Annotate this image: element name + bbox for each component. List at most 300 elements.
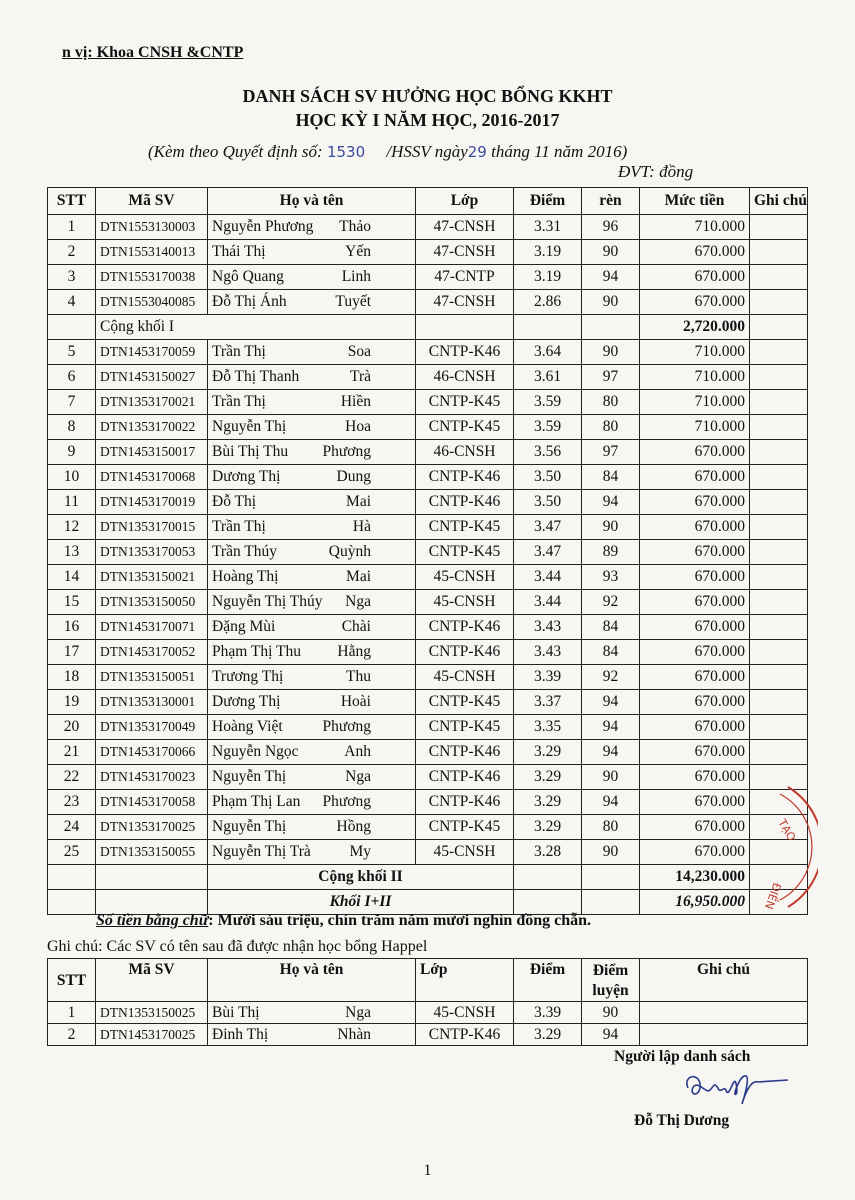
family-name: Hồng	[336, 818, 371, 835]
family-name: Trà	[350, 368, 371, 385]
name-cell	[208, 440, 416, 465]
class-cell: CNTP-K46	[416, 615, 514, 640]
student-id-cell: DTN1453170059	[96, 340, 208, 365]
name-cell	[208, 540, 416, 565]
family-name: Phương	[322, 443, 371, 460]
note-cell	[750, 565, 808, 590]
given-name: Bùi Thị Thu	[212, 443, 289, 460]
amount-in-words	[96, 912, 591, 930]
name-cell	[208, 740, 416, 765]
family-name: Mai	[346, 568, 371, 585]
table-row	[48, 440, 808, 465]
class-cell: CNTP-K46	[416, 490, 514, 515]
class-cell: 47-CNSH	[416, 240, 514, 265]
family-name: Quỳnh	[328, 543, 371, 560]
subtotal-amount: 2,720.000	[640, 315, 750, 340]
table-row	[48, 640, 808, 665]
score-cell: 3.29	[514, 740, 582, 765]
stt-cell: 13	[48, 540, 96, 565]
stt-cell: 15	[48, 590, 96, 615]
score-cell: 3.29	[514, 790, 582, 815]
name-cell	[208, 615, 416, 640]
student-id-cell: DTN1453170066	[96, 740, 208, 765]
class-cell: 46-CNSH	[416, 365, 514, 390]
given-name: Nguyễn Thị	[212, 818, 287, 835]
amount-cell: 670.000	[640, 590, 750, 615]
amount-cell: 670.000	[640, 665, 750, 690]
amount-cell: 670.000	[640, 840, 750, 865]
family-name: Anh	[344, 743, 371, 760]
handwritten-decision-number: 1530	[326, 143, 366, 161]
name-cell	[208, 665, 416, 690]
note-cell	[640, 1024, 808, 1046]
class-cell: 45-CNSH	[416, 565, 514, 590]
score-cell: 3.37	[514, 690, 582, 715]
family-name: Soa	[347, 343, 371, 360]
col-score: Điểm	[514, 188, 582, 215]
note-cell	[750, 440, 808, 465]
score-cell: 3.44	[514, 590, 582, 615]
amount-cell: 670.000	[640, 540, 750, 565]
family-name: My	[349, 843, 371, 860]
grand-total-row	[48, 890, 808, 915]
family-name: Nhàn	[337, 1025, 371, 1043]
amount-cell: 710.000	[640, 365, 750, 390]
name-cell	[208, 590, 416, 615]
family-name: Tuyết	[335, 293, 371, 310]
subtotal-label: Cộng khối I	[96, 315, 416, 340]
table-row	[48, 340, 808, 365]
given-name: Hoàng Thị	[212, 568, 279, 585]
conduct-cell: 94	[582, 715, 640, 740]
grand-total-amount: 16,950.000	[640, 890, 750, 915]
family-name: Hoa	[345, 418, 371, 435]
student-id-cell: DTN1553130003	[96, 215, 208, 240]
subtotal-row-group2	[48, 865, 808, 890]
class-cell: CNTP-K46	[416, 465, 514, 490]
given-name: Nguyễn Thị Trà	[212, 843, 311, 860]
score-cell: 3.43	[514, 640, 582, 665]
given-name: Trương Thị	[212, 668, 284, 685]
note-cell	[750, 590, 808, 615]
score-cell: 3.39	[514, 1002, 582, 1024]
family-name: Hiền	[340, 393, 371, 410]
given-name: Đinh Thị	[212, 1025, 269, 1043]
amount-cell: 670.000	[640, 690, 750, 715]
class-cell: CNTP-K46	[416, 765, 514, 790]
given-name: Đỗ Thị Thanh	[212, 368, 300, 385]
given-name: Dương Thị	[212, 468, 281, 485]
name-cell	[208, 690, 416, 715]
amount-cell: 670.000	[640, 290, 750, 315]
student-id-cell: DTN1353150021	[96, 565, 208, 590]
family-name: Yến	[345, 243, 371, 260]
conduct-cell: 89	[582, 540, 640, 565]
given-name: Nguyễn Thị Thúy	[212, 593, 323, 610]
conduct-cell: 90	[582, 240, 640, 265]
class-cell: CNTP-K45	[416, 715, 514, 740]
class-cell: CNTP-K46	[416, 1024, 514, 1046]
table-row	[48, 740, 808, 765]
stt-cell: 2	[48, 1024, 96, 1046]
class-cell: CNTP-K46	[416, 340, 514, 365]
name-cell	[208, 1002, 416, 1024]
amount-cell: 670.000	[640, 490, 750, 515]
svg-text:ĐIỀN: ĐIỀN	[761, 880, 784, 911]
subtotal-row-group1	[48, 315, 808, 340]
student-id-cell: DTN1353150025	[96, 1002, 208, 1024]
given-name: Nguyễn Thị	[212, 418, 287, 435]
name-cell	[208, 290, 416, 315]
given-name: Đỗ Thị Ánh	[212, 293, 287, 310]
note-cell	[750, 615, 808, 640]
class-cell: 47-CNTP	[416, 265, 514, 290]
table-row	[48, 665, 808, 690]
conduct-cell: 80	[582, 815, 640, 840]
family-name: Thu	[346, 668, 371, 685]
table-row	[48, 790, 808, 815]
amount-cell: 670.000	[640, 740, 750, 765]
class-cell: 45-CNSH	[416, 1002, 514, 1024]
conduct-cell: 90	[582, 1002, 640, 1024]
col-note: Ghi chú	[640, 959, 808, 1002]
stt-cell: 10	[48, 465, 96, 490]
class-cell: CNTP-K45	[416, 540, 514, 565]
class-cell: CNTP-K46	[416, 740, 514, 765]
handwritten-day: 29	[467, 143, 487, 161]
document-title: DANH SÁCH SV HƯỞNG HỌC BỔNG KKHT	[242, 86, 613, 106]
note-cell	[750, 265, 808, 290]
col-class: Lớp	[416, 188, 514, 215]
table-row	[48, 715, 808, 740]
name-cell	[208, 815, 416, 840]
name-cell	[208, 515, 416, 540]
student-id-cell: DTN1353170022	[96, 415, 208, 440]
given-name: Ngô Quang	[212, 268, 284, 285]
ref-prefix: (Kèm theo Quyết định số:	[148, 142, 323, 161]
stt-cell: 1	[48, 1002, 96, 1024]
name-cell	[208, 240, 416, 265]
table-row	[48, 815, 808, 840]
family-name: Hằng	[337, 643, 371, 660]
class-cell: CNTP-K45	[416, 415, 514, 440]
happel-header-row	[48, 959, 808, 1002]
stt-cell: 20	[48, 715, 96, 740]
given-name: Thái Thị	[212, 243, 266, 260]
family-name: Nga	[345, 768, 371, 785]
col-conduct: Điểm luyện	[582, 959, 640, 1002]
conduct-cell: 80	[582, 390, 640, 415]
decision-reference	[148, 142, 627, 162]
given-name: Phạm Thị Lan	[212, 793, 301, 810]
class-cell: 46-CNSH	[416, 440, 514, 465]
col-student-id: Mã SV	[96, 188, 208, 215]
stt-cell: 22	[48, 765, 96, 790]
note-cell	[750, 390, 808, 415]
given-name: Đặng Mùi	[212, 618, 276, 635]
note-cell	[750, 215, 808, 240]
note-cell	[750, 640, 808, 665]
amount-cell: 710.000	[640, 390, 750, 415]
col-stt: STT	[48, 188, 96, 215]
score-cell: 3.19	[514, 265, 582, 290]
conduct-cell: 90	[582, 515, 640, 540]
note-cell	[750, 415, 808, 440]
conduct-cell: 84	[582, 615, 640, 640]
student-id-cell: DTN1353130001	[96, 690, 208, 715]
name-cell	[208, 390, 416, 415]
stt-cell: 9	[48, 440, 96, 465]
family-name: Chài	[341, 618, 371, 635]
conduct-cell: 94	[582, 690, 640, 715]
name-cell	[208, 265, 416, 290]
conduct-cell: 92	[582, 590, 640, 615]
col-full-name: Họ và tên	[208, 188, 416, 215]
amount-cell: 710.000	[640, 340, 750, 365]
stt-cell: 3	[48, 265, 96, 290]
table-row	[48, 415, 808, 440]
table-row	[48, 290, 808, 315]
stt-cell: 18	[48, 665, 96, 690]
conduct-cell: 92	[582, 665, 640, 690]
class-cell: 45-CNSH	[416, 665, 514, 690]
conduct-cell: 94	[582, 1024, 640, 1046]
name-cell	[208, 565, 416, 590]
stt-cell: 25	[48, 840, 96, 865]
scholarship-table	[47, 187, 808, 915]
student-id-cell: DTN1453170025	[96, 1024, 208, 1046]
name-cell	[208, 765, 416, 790]
conduct-cell: 90	[582, 840, 640, 865]
name-cell	[208, 715, 416, 740]
table-row	[48, 490, 808, 515]
score-cell: 3.29	[514, 1024, 582, 1046]
score-cell: 3.64	[514, 340, 582, 365]
score-cell: 3.47	[514, 540, 582, 565]
amount-cell: 710.000	[640, 415, 750, 440]
class-cell: CNTP-K45	[416, 515, 514, 540]
score-cell: 3.50	[514, 465, 582, 490]
student-id-cell: DTN1453170068	[96, 465, 208, 490]
stt-cell: 24	[48, 815, 96, 840]
amount-cell: 670.000	[640, 565, 750, 590]
family-name: Nga	[345, 1003, 371, 1021]
name-cell	[208, 465, 416, 490]
student-id-cell: DTN1453170071	[96, 615, 208, 640]
name-cell	[208, 840, 416, 865]
score-cell: 3.50	[514, 490, 582, 515]
stt-cell: 6	[48, 365, 96, 390]
score-cell: 3.19	[514, 240, 582, 265]
family-name: Phương	[322, 793, 371, 810]
name-cell	[208, 415, 416, 440]
student-id-cell: DTN1453150027	[96, 365, 208, 390]
stt-cell: 11	[48, 490, 96, 515]
happel-table	[47, 958, 808, 1046]
score-cell: 3.44	[514, 565, 582, 590]
conduct-cell: 90	[582, 765, 640, 790]
score-cell: 3.35	[514, 715, 582, 740]
note-cell	[750, 715, 808, 740]
class-cell: CNTP-K45	[416, 815, 514, 840]
name-cell	[208, 340, 416, 365]
conduct-cell: 84	[582, 640, 640, 665]
class-cell: CNTP-K45	[416, 690, 514, 715]
given-name: Hoàng Việt	[212, 718, 283, 735]
note-cell	[750, 340, 808, 365]
class-cell: 47-CNSH	[416, 290, 514, 315]
subtotal-label: Cộng khối II	[208, 865, 514, 890]
amount-cell: 670.000	[640, 790, 750, 815]
given-name: Dương Thị	[212, 693, 281, 710]
stt-cell: 2	[48, 240, 96, 265]
given-name: Bùi Thị	[212, 1003, 260, 1021]
col-conduct: rèn	[582, 188, 640, 215]
table-row	[48, 540, 808, 565]
family-name: Dung	[336, 468, 371, 485]
note-cell	[750, 690, 808, 715]
ref-suffix: tháng 11 năm 2016)	[491, 142, 628, 161]
student-id-cell: DTN1353150050	[96, 590, 208, 615]
table-row	[48, 265, 808, 290]
family-name: Hoài	[340, 693, 371, 710]
stt-cell: 14	[48, 565, 96, 590]
amount-cell: 670.000	[640, 615, 750, 640]
table-row	[48, 515, 808, 540]
given-name: Nguyễn Thị	[212, 768, 287, 785]
family-name: Hà	[352, 518, 371, 535]
name-cell	[208, 365, 416, 390]
table-row	[48, 1024, 808, 1046]
stt-cell: 5	[48, 340, 96, 365]
stt-cell: 21	[48, 740, 96, 765]
table-row	[48, 390, 808, 415]
student-id-cell: DTN1453170058	[96, 790, 208, 815]
class-cell: 47-CNSH	[416, 215, 514, 240]
given-name: Phạm Thị Thu	[212, 643, 301, 660]
score-cell: 3.29	[514, 765, 582, 790]
amount-cell: 670.000	[640, 640, 750, 665]
score-cell: 3.43	[514, 615, 582, 640]
document-subtitle: HỌC KỲ I NĂM HỌC, 2016-2017	[295, 110, 560, 130]
preparer-label: Người lập danh sách	[614, 1048, 751, 1065]
note-cell	[750, 290, 808, 315]
svg-text:TẠO: TẠO	[775, 817, 799, 844]
subtotal-amount: 14,230.000	[640, 865, 750, 890]
unit-heading: n vị: Khoa CNSH &CNTP	[62, 44, 244, 61]
stt-cell: 8	[48, 415, 96, 440]
conduct-cell: 94	[582, 490, 640, 515]
table-row	[48, 465, 808, 490]
conduct-cell: 94	[582, 265, 640, 290]
amount-in-words-label: Số tiền bằng chữ	[96, 912, 209, 929]
conduct-cell: 97	[582, 365, 640, 390]
stt-cell: 7	[48, 390, 96, 415]
score-cell: 3.39	[514, 665, 582, 690]
amount-in-words-text: : Mười sáu triệu, chín trăm năm mươi nghìn đồng chẵn.	[208, 912, 592, 929]
page-number: 1	[423, 1162, 432, 1179]
student-id-cell: DTN1553170038	[96, 265, 208, 290]
stt-cell: 12	[48, 515, 96, 540]
ref-mid: /HSSV ngày	[386, 142, 468, 161]
table-row	[48, 1002, 808, 1024]
given-name: Nguyễn Ngọc	[212, 743, 299, 760]
red-stamp-fragment	[748, 782, 818, 912]
conduct-cell: 96	[582, 215, 640, 240]
note-cell	[750, 465, 808, 490]
table-row	[48, 565, 808, 590]
note-cell	[640, 1002, 808, 1024]
preparer-name: Đỗ Thị Dương	[634, 1112, 730, 1129]
handwritten-signature	[680, 1064, 790, 1110]
conduct-cell: 94	[582, 790, 640, 815]
family-name: Mai	[346, 493, 371, 510]
given-name: Nguyễn Phương	[212, 218, 314, 235]
given-name: Trần Thị	[212, 343, 266, 360]
score-cell: 3.47	[514, 515, 582, 540]
name-cell	[208, 1024, 416, 1046]
score-cell: 3.59	[514, 390, 582, 415]
table-row	[48, 240, 808, 265]
stt-cell: 4	[48, 290, 96, 315]
conduct-cell: 94	[582, 740, 640, 765]
student-id-cell: DTN1453170052	[96, 640, 208, 665]
col-amount: Mức tiền	[640, 188, 750, 215]
table-row	[48, 840, 808, 865]
given-name: Đỗ Thị	[212, 493, 257, 510]
score-cell: 3.61	[514, 365, 582, 390]
stt-cell: 17	[48, 640, 96, 665]
class-cell: CNTP-K46	[416, 790, 514, 815]
col-full-name: Họ và tên	[208, 959, 416, 1002]
conduct-cell: 84	[582, 465, 640, 490]
class-cell: CNTP-K46	[416, 640, 514, 665]
table-row	[48, 365, 808, 390]
stt-cell: 23	[48, 790, 96, 815]
student-id-cell: DTN1453170023	[96, 765, 208, 790]
student-id-cell: DTN1453170019	[96, 490, 208, 515]
class-cell: CNTP-K45	[416, 390, 514, 415]
currency-unit-note: ĐVT: đồng	[618, 162, 694, 181]
student-id-cell: DTN1353150055	[96, 840, 208, 865]
table-row	[48, 765, 808, 790]
col-stt: STT	[48, 959, 96, 1002]
conduct-cell: 90	[582, 340, 640, 365]
conduct-cell: 97	[582, 440, 640, 465]
given-name: Trần Thị	[212, 393, 266, 410]
student-id-cell: DTN1353170025	[96, 815, 208, 840]
table-row	[48, 615, 808, 640]
score-cell: 3.31	[514, 215, 582, 240]
family-name: Nga	[345, 593, 371, 610]
class-cell: 45-CNSH	[416, 840, 514, 865]
table-row	[48, 690, 808, 715]
name-cell	[208, 640, 416, 665]
amount-cell: 670.000	[640, 240, 750, 265]
student-id-cell: DTN1353170015	[96, 515, 208, 540]
note-cell	[750, 540, 808, 565]
amount-cell: 670.000	[640, 265, 750, 290]
name-cell	[208, 790, 416, 815]
student-id-cell: DTN1353170021	[96, 390, 208, 415]
happel-note: Ghi chú: Các SV có tên sau đã được nhận học bổng Happel	[47, 938, 428, 955]
note-cell	[750, 365, 808, 390]
table-row	[48, 590, 808, 615]
family-name: Linh	[341, 268, 371, 285]
conduct-cell: 80	[582, 415, 640, 440]
amount-cell: 670.000	[640, 815, 750, 840]
note-cell	[750, 665, 808, 690]
